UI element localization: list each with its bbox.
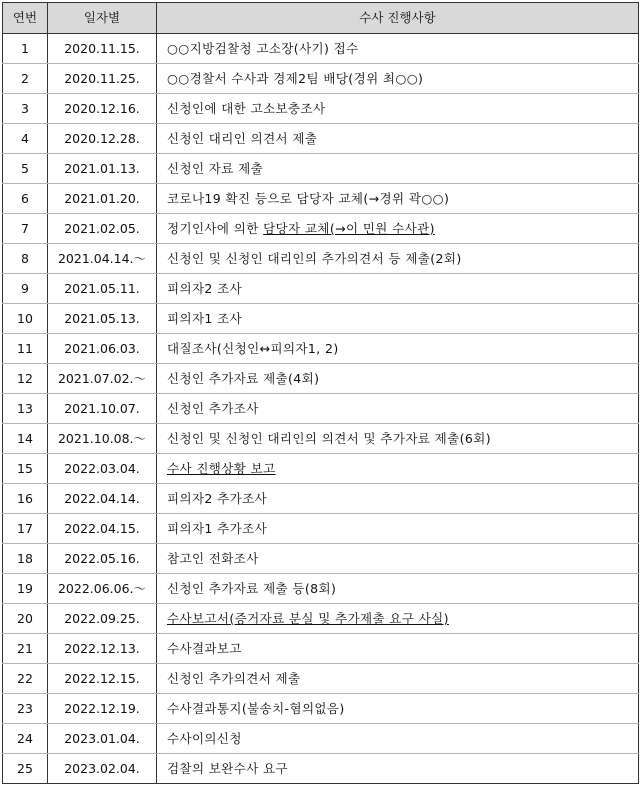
table-row: [3, 664, 639, 694]
row-date: 2021.10.07.: [48, 394, 157, 424]
investigation-progress-table: [2, 2, 639, 784]
underlined-text: 담당자 교체(→이 민원 수사관): [263, 221, 435, 236]
table-row: [3, 34, 639, 64]
row-progress-description: [157, 544, 639, 574]
description-text: 피의자1 조사: [167, 311, 243, 326]
row-date: 2021.10.08.～: [48, 424, 157, 454]
row-serial-number: 6: [3, 184, 48, 214]
table-row: [3, 424, 639, 454]
table-row: [3, 124, 639, 154]
row-serial-number: 18: [3, 544, 48, 574]
row-serial-number: 3: [3, 94, 48, 124]
description-text: 신청인 및 신청인 대리인의 추가의견서 등 제출(2회): [167, 251, 462, 266]
row-date: 2022.12.19.: [48, 694, 157, 724]
header-date: 일자별: [48, 3, 157, 34]
description-text: ○○경찰서 수사과 경제2팀 배당(경위 최○○): [167, 71, 424, 86]
row-date: 2022.04.14.: [48, 484, 157, 514]
row-progress-description: [157, 334, 639, 364]
row-progress-description: [157, 604, 639, 634]
header-serial-number: 연번: [3, 3, 48, 34]
underlined-text: 수사보고서(증거자료 분실 및 추가제출 요구 사실): [167, 611, 449, 626]
row-serial-number: 8: [3, 244, 48, 274]
row-serial-number: 23: [3, 694, 48, 724]
row-serial-number: 10: [3, 304, 48, 334]
row-progress-description: [157, 34, 639, 64]
row-progress-description: [157, 574, 639, 604]
description-text: 참고인 전화조사: [167, 551, 259, 566]
description-text: ○○지방검찰청 고소장(사기) 접수: [167, 41, 359, 56]
table-row: [3, 244, 639, 274]
description-text: 신청인 추가조사: [167, 401, 259, 416]
table-row: [3, 64, 639, 94]
row-serial-number: 1: [3, 34, 48, 64]
description-text: 피의자2 추가조사: [167, 491, 268, 506]
description-text: 수사결과통지(불송치-혐의없음): [167, 701, 345, 716]
table-row: [3, 694, 639, 724]
row-date: 2022.03.04.: [48, 454, 157, 484]
row-progress-description: [157, 664, 639, 694]
row-progress-description: [157, 184, 639, 214]
row-date: 2020.12.28.: [48, 124, 157, 154]
description-text: 신청인 대리인 의견서 제출: [167, 131, 318, 146]
row-serial-number: 9: [3, 274, 48, 304]
description-text: 신청인에 대한 고소보충조사: [167, 101, 326, 116]
row-progress-description: [157, 694, 639, 724]
row-date: 2022.12.13.: [48, 634, 157, 664]
row-serial-number: 15: [3, 454, 48, 484]
description-text: 코로나19 확진 등으로 담당자 교체(→경위 곽○○): [167, 191, 450, 206]
table-row: [3, 484, 639, 514]
table-row: [3, 274, 639, 304]
row-date: 2021.06.03.: [48, 334, 157, 364]
row-date: 2020.11.25.: [48, 64, 157, 94]
table-row: [3, 724, 639, 754]
row-serial-number: 16: [3, 484, 48, 514]
row-serial-number: 24: [3, 724, 48, 754]
row-date: 2020.11.15.: [48, 34, 157, 64]
row-date: 2023.02.04.: [48, 754, 157, 784]
table-row: [3, 544, 639, 574]
table-row: [3, 334, 639, 364]
row-date: 2022.09.25.: [48, 604, 157, 634]
description-text: 신청인 추가의견서 제출: [167, 671, 301, 686]
description-text: 신청인 추가자료 제출(4회): [167, 371, 320, 386]
row-serial-number: 22: [3, 664, 48, 694]
row-progress-description: [157, 394, 639, 424]
table-row: [3, 514, 639, 544]
row-date: 2021.05.11.: [48, 274, 157, 304]
row-progress-description: [157, 274, 639, 304]
table-row: [3, 754, 639, 784]
row-serial-number: 25: [3, 754, 48, 784]
row-date: 2023.01.04.: [48, 724, 157, 754]
description-text: 신청인 자료 제출: [167, 161, 264, 176]
table-row: [3, 604, 639, 634]
row-progress-description: [157, 484, 639, 514]
table-row: [3, 184, 639, 214]
row-serial-number: 7: [3, 214, 48, 244]
row-progress-description: [157, 154, 639, 184]
row-serial-number: 19: [3, 574, 48, 604]
row-progress-description: [157, 64, 639, 94]
row-serial-number: 13: [3, 394, 48, 424]
row-date: 2022.06.06.～: [48, 574, 157, 604]
underlined-text: 수사 진행상황 보고: [167, 461, 276, 476]
row-date: 2022.04.15.: [48, 514, 157, 544]
row-progress-description: [157, 364, 639, 394]
table-row: [3, 94, 639, 124]
row-date: 2021.05.13.: [48, 304, 157, 334]
row-serial-number: 4: [3, 124, 48, 154]
row-serial-number: 17: [3, 514, 48, 544]
description-text: 수사이의신청: [167, 731, 242, 746]
description-text: 신청인 추가자료 제출 등(8회): [167, 581, 337, 596]
table-header-row: [3, 3, 639, 34]
table-row: [3, 574, 639, 604]
row-serial-number: 12: [3, 364, 48, 394]
row-progress-description: [157, 124, 639, 154]
row-date: 2021.01.20.: [48, 184, 157, 214]
row-progress-description: [157, 634, 639, 664]
description-text: 대질조사(신청인↔피의자1, 2): [167, 341, 339, 356]
row-serial-number: 5: [3, 154, 48, 184]
description-text: 수사결과보고: [167, 641, 242, 656]
description-text: 피의자1 추가조사: [167, 521, 268, 536]
table-row: [3, 304, 639, 334]
row-progress-description: [157, 724, 639, 754]
row-serial-number: 11: [3, 334, 48, 364]
row-date: 2022.05.16.: [48, 544, 157, 574]
row-date: 2021.07.02.～: [48, 364, 157, 394]
row-serial-number: 20: [3, 604, 48, 634]
row-date: 2021.01.13.: [48, 154, 157, 184]
header-investigation-progress: 수사 진행사항: [157, 3, 639, 34]
row-date: 2021.04.14.～: [48, 244, 157, 274]
row-progress-description: [157, 214, 639, 244]
table-row: [3, 214, 639, 244]
row-progress-description: [157, 454, 639, 484]
table-row: [3, 454, 639, 484]
row-progress-description: [157, 304, 639, 334]
row-date: 2022.12.15.: [48, 664, 157, 694]
row-progress-description: [157, 94, 639, 124]
description-text: 검찰의 보완수사 요구: [167, 761, 289, 776]
table-row: [3, 154, 639, 184]
row-serial-number: 14: [3, 424, 48, 454]
row-progress-description: [157, 244, 639, 274]
table-row: [3, 634, 639, 664]
table-row: [3, 364, 639, 394]
description-text: 신청인 및 신청인 대리인의 의견서 및 추가자료 제출(6회): [167, 431, 491, 446]
row-progress-description: [157, 424, 639, 454]
row-serial-number: 21: [3, 634, 48, 664]
row-date: 2020.12.16.: [48, 94, 157, 124]
row-progress-description: [157, 514, 639, 544]
table-row: [3, 394, 639, 424]
description-text: 피의자2 조사: [167, 281, 243, 296]
description-text: 정기인사에 의한: [167, 221, 264, 236]
row-progress-description: [157, 754, 639, 784]
table-body: [3, 34, 639, 784]
row-date: 2021.02.05.: [48, 214, 157, 244]
row-serial-number: 2: [3, 64, 48, 94]
